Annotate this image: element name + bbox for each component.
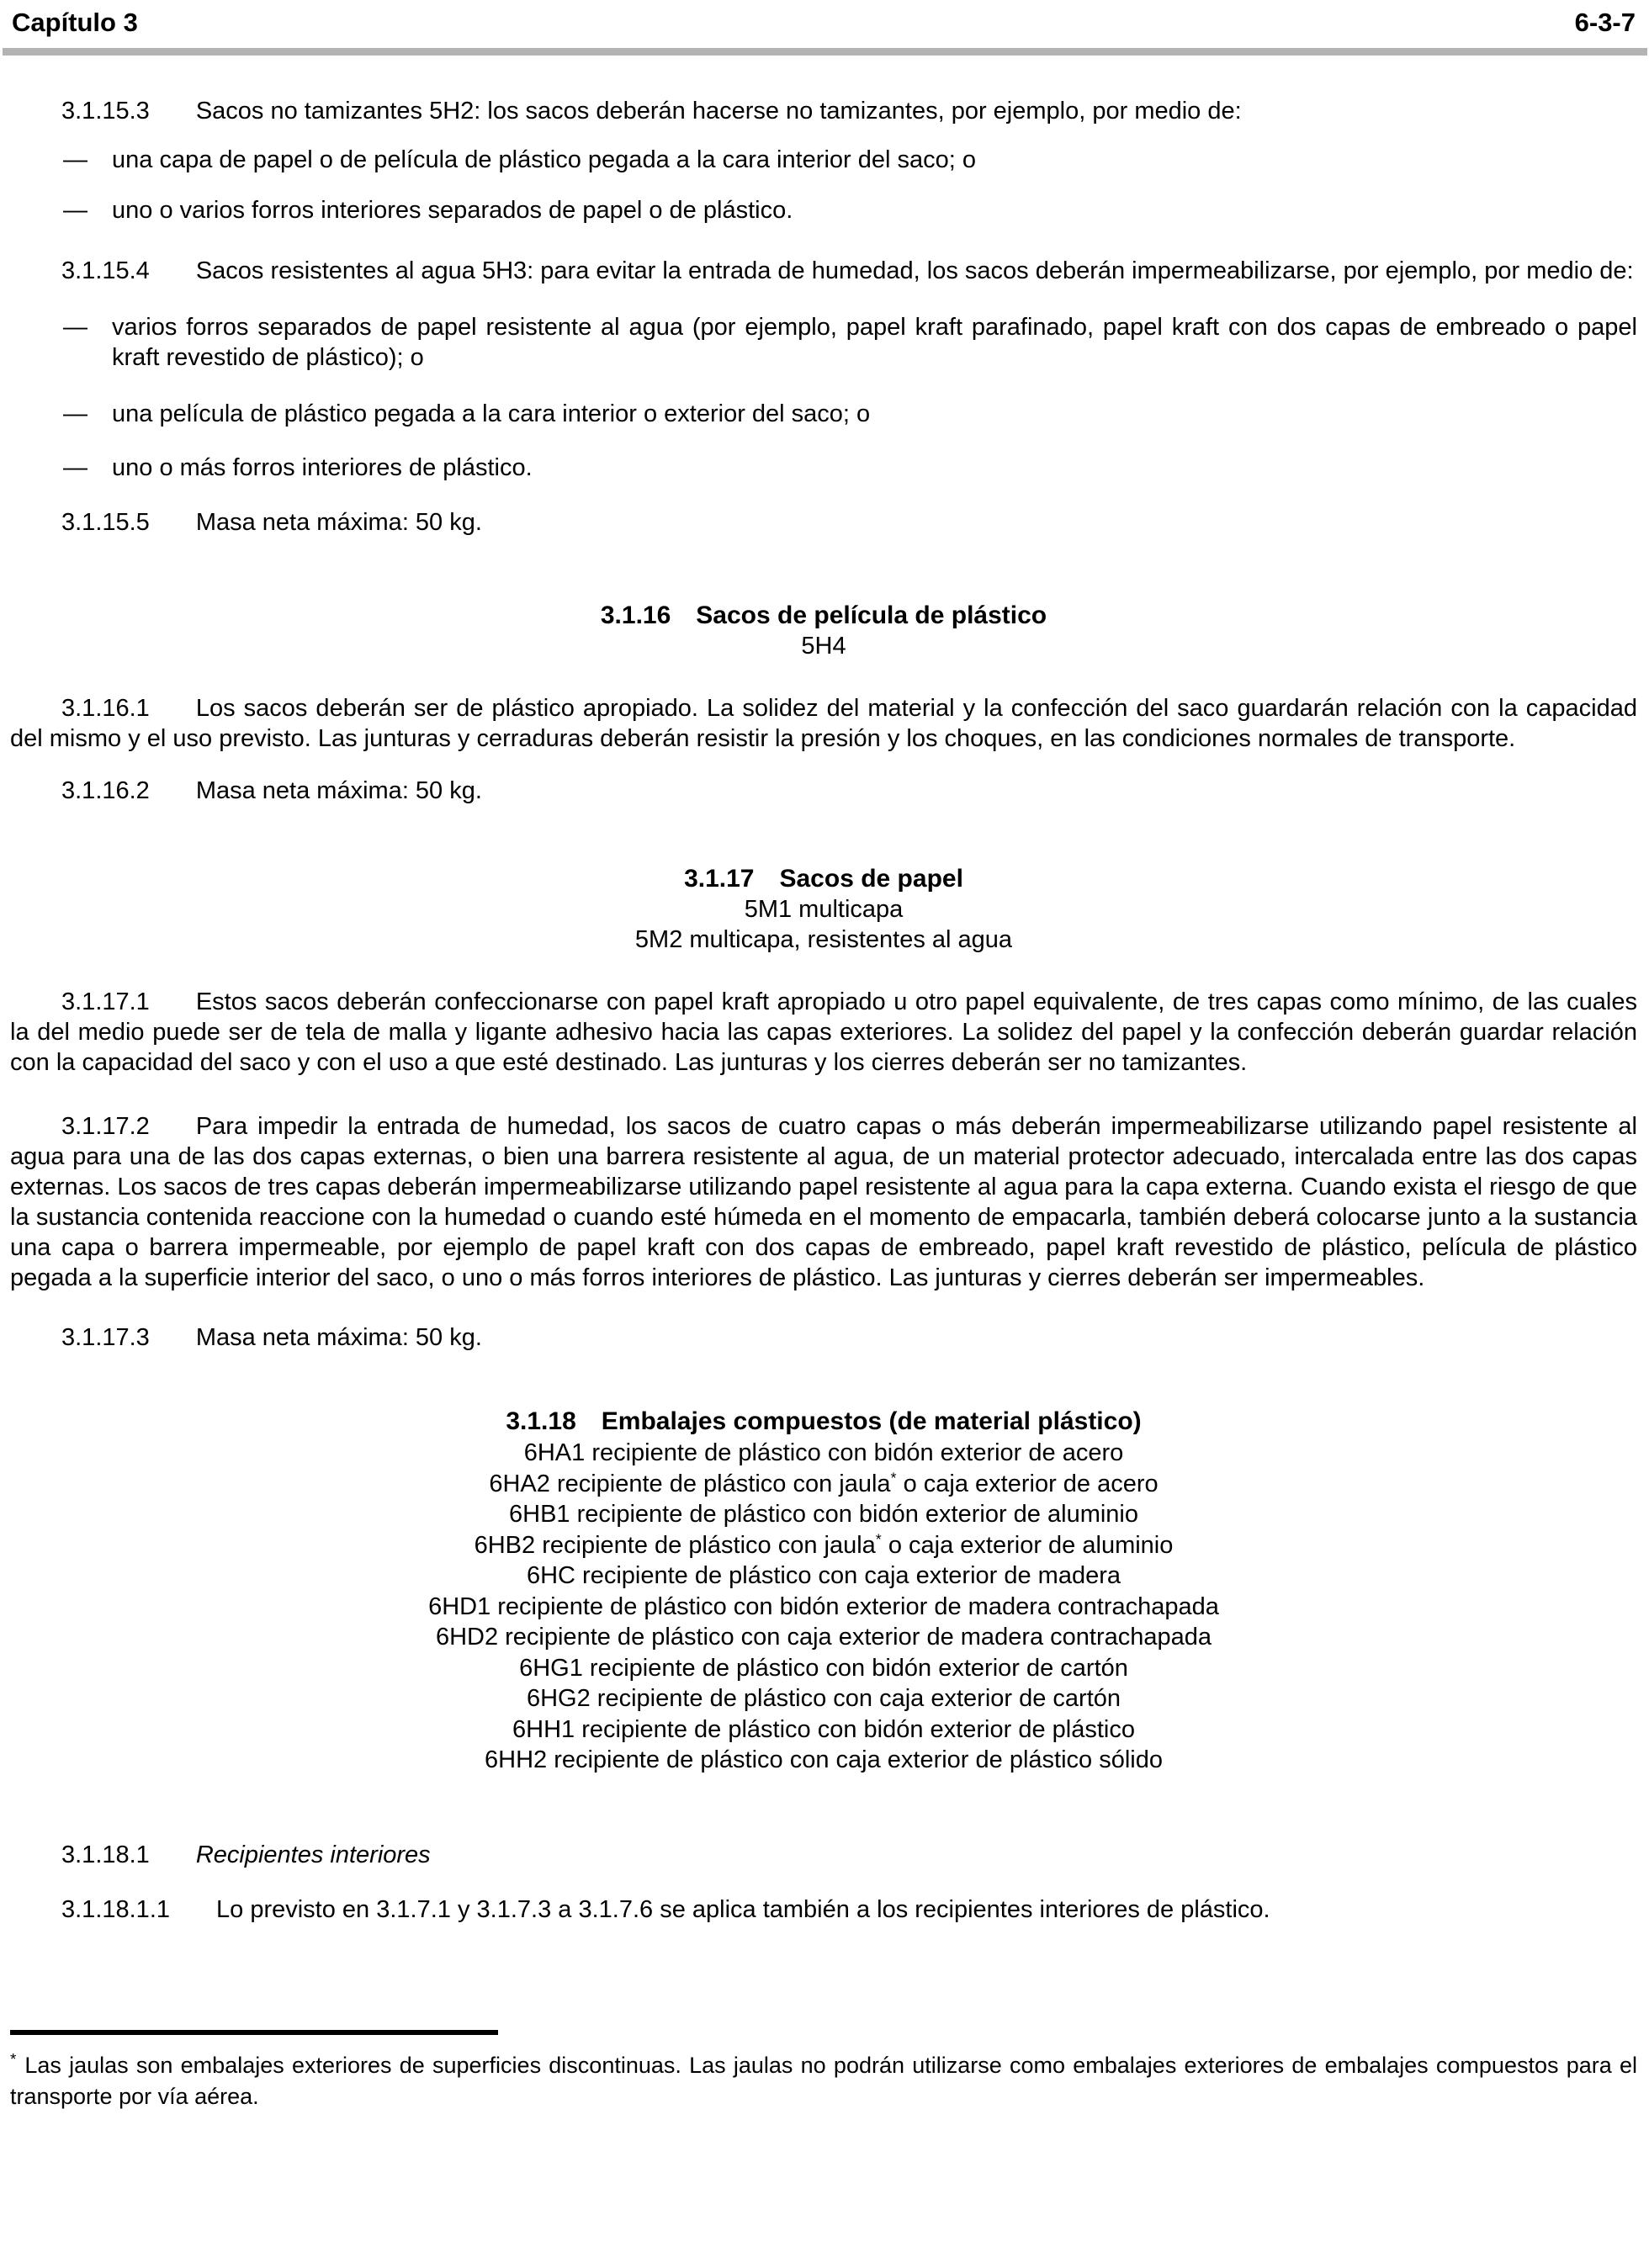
dash-item (63, 312, 1637, 373)
paragraph-text: Masa neta máxima: 50 kg. (195, 777, 482, 804)
packaging-code: 5M2 multicapa, resistentes al agua (634, 926, 1013, 953)
list-item-6hh1 (10, 1714, 1637, 1746)
paragraph-text: Masa neta máxima: 50 kg. (195, 1324, 482, 1351)
list-item-text: 6HC recipiente de plástico con caja exterior de madera (526, 1562, 1121, 1589)
section-number: 3.1.17.3 (61, 1324, 150, 1351)
page-content (0, 96, 1649, 2112)
dash-item (63, 145, 1637, 175)
dash-item-text: varios forros separados de papel resistente al agua (por ejemplo, papel kraft parafinado, papel kraft con dos capas de embreado o papel kraft revestido de plástico); o (112, 314, 1637, 371)
paragraph-3-1-15-5 (10, 507, 1637, 538)
heading-title: Sacos de película de plástico (696, 601, 1047, 629)
section-number: 3.1.16.1 (61, 695, 150, 722)
list-item-6ha2 (10, 1469, 1637, 1500)
page-number: 6-3-7 (1574, 8, 1636, 37)
dash-item (63, 399, 1637, 429)
paragraph-text: Masa neta máxima: 50 kg. (195, 509, 482, 536)
heading-title: Sacos de papel (779, 865, 963, 893)
list-item-text: o caja exterior de acero (896, 1470, 1159, 1497)
section-number: 3.1.16.2 (61, 777, 150, 804)
footnote-ref-asterisk: * (875, 1529, 882, 1547)
section-number: 3.1.15.4 (61, 257, 150, 284)
dash-marker: — (63, 400, 87, 427)
composite-packaging-list (10, 1438, 1637, 1776)
list-item-6hh2 (10, 1745, 1637, 1776)
paragraph-text: Sacos no tamizantes 5H2: los sacos deberán hacerse no tamizantes, por ejemplo, por medio de: (195, 98, 1242, 125)
list-item-6hb2 (10, 1530, 1637, 1561)
dash-item-text: una película de plástico pegada a la cara interior o exterior del saco; o (112, 400, 871, 427)
footnote-marker: * (10, 2050, 17, 2069)
header-rule (3, 48, 1647, 56)
list-item-text: 6HH2 recipiente de plástico con caja exterior de plástico sólido (485, 1746, 1163, 1773)
dash-item (63, 195, 1637, 225)
list-item-text: 6HH1 recipiente de plástico con bidón exterior de plástico (512, 1715, 1135, 1743)
paragraph-text: Los sacos deberán ser de plástico apropiado. La solidez del material y la confección del saco guardarán relación con la capacidad del mismo y el uso previsto. Las junturas y cerraduras deberán resistir la presión y los choques, en las condiciones normales de transporte. (10, 695, 1637, 752)
subsection-title: Recipientes interiores (195, 1841, 431, 1868)
chapter-title: Capítulo 3 (12, 8, 138, 37)
heading-title-line (10, 864, 1637, 894)
section-number: 3.1.15.3 (61, 98, 150, 125)
dash-item-text: uno o varios forros interiores separados de papel o de plástico. (112, 197, 793, 224)
list-item-text: o caja exterior de aluminio (881, 1531, 1174, 1559)
list-item-6hg1 (10, 1653, 1637, 1684)
list-item-text: 6HA2 recipiente de plástico con jaula (489, 1470, 891, 1497)
dash-marker: — (63, 454, 87, 481)
list-item-6hd1 (10, 1592, 1637, 1623)
heading-title-line (10, 601, 1637, 631)
paragraph-3-1-15-4 (10, 256, 1637, 286)
paragraph-3-1-15-3 (10, 96, 1637, 126)
footnote (10, 2050, 1637, 2112)
heading-3-1-18 (10, 1407, 1637, 1437)
section-number: 3.1.17 (684, 865, 755, 893)
heading-3-1-16 (10, 601, 1637, 661)
list-item-text: 6HA1 recipiente de plástico con bidón exterior de acero (523, 1439, 1124, 1466)
page-header (0, 0, 1649, 37)
list-item-6hc (10, 1561, 1637, 1592)
list-item-text: 6HD1 recipiente de plástico con bidón exterior de madera contrachapada (428, 1592, 1219, 1620)
list-item-6ha1 (10, 1438, 1637, 1469)
dash-marker: — (63, 146, 87, 173)
heading-title-line (10, 1407, 1637, 1437)
section-number: 3.1.16 (600, 601, 671, 629)
paragraph-text: Para impedir la entrada de humedad, los sacos de cuatro capas o más deberán impermeabilizarse utilizando papel resistente al agua para una de las dos capas externas, o bien una barrera resistente al agua, de un material protector adecuado, intercalada entre las dos capas externas. Los sacos de tres capas deberán impermeabilizarse utilizando papel resistente al agua para la capa externa. Cuando exista el riesgo de que la sustancia contenida reaccione con la humedad o cuando esté húmeda en el momento de empacarla, también deberá colocarse junto a la sustancia una capa o barrera impermeable, por ejemplo de papel kraft con dos capas de embreado, papel kraft revestido de plástico, película de plástico pegada a la superficie interior del saco, o uno o más forros interiores de plástico. Las junturas y cierres deberán ser impermeables. (10, 1113, 1637, 1291)
heading-3-1-17 (10, 864, 1637, 955)
section-number: 3.1.17.2 (61, 1113, 150, 1140)
footnote-text: Las jaulas son embalajes exteriores de superficies discontinuas. Las jaulas no podrán utilizarse como embalajes exteriores de embalajes compuestos para el transporte por vía aérea. (10, 2052, 1637, 2109)
paragraph-text: Lo previsto en 3.1.7.1 y 3.1.7.3 a 3.1.7.6 se aplica también a los recipientes interiores de plástico. (216, 1895, 1270, 1923)
section-number: 3.1.15.5 (61, 509, 150, 536)
dash-marker: — (63, 197, 87, 224)
paragraph-3-1-18-1 (10, 1840, 1637, 1870)
paragraph-3-1-17-2 (10, 1111, 1637, 1293)
list-item-text: 6HG1 recipiente de plástico con bidón exterior de cartón (519, 1654, 1128, 1682)
list-item-text: 6HD2 recipiente de plástico con caja exterior de madera contrachapada (435, 1624, 1212, 1651)
section-number: 3.1.17.1 (61, 988, 150, 1015)
list-item-6hg2 (10, 1683, 1637, 1714)
list-item-text: 6HB1 recipiente de plástico con bidón exterior de aluminio (509, 1501, 1138, 1528)
paragraph-3-1-18-1-1 (10, 1894, 1637, 1925)
list-item-6hd2 (10, 1622, 1637, 1653)
footnote-rule (10, 2030, 498, 2035)
paragraph-3-1-16-1 (10, 693, 1637, 754)
paragraph-3-1-17-1 (10, 987, 1637, 1078)
packaging-code: 5M1 multicapa (744, 896, 904, 923)
packaging-code: 5H4 (801, 633, 846, 660)
paragraph-text: Sacos resistentes al agua 5H3: para evitar la entrada de humedad, los sacos deberán impermeabilizarse, por ejemplo, por medio de: (195, 257, 1634, 284)
section-number: 3.1.18.1.1 (61, 1895, 170, 1923)
section-number: 3.1.18.1 (61, 1841, 150, 1868)
paragraph-3-1-16-2 (10, 776, 1637, 806)
dash-item (63, 453, 1637, 483)
list-item-6hb1 (10, 1499, 1637, 1530)
list-item-text: 6HG2 recipiente de plástico con caja exterior de cartón (526, 1685, 1121, 1712)
heading-title: Embalajes compuestos (de material plástico) (601, 1407, 1142, 1435)
paragraph-text: Estos sacos deberán confeccionarse con papel kraft apropiado u otro papel equivalente, de tres capas como mínimo, de las cuales la del medio puede ser de tela de malla y ligante adhesivo hacia las capas exteriores. La solidez del papel y la confección deberán guardar relación con la capacidad del saco y con el uso a que esté destinado. Las junturas y los cierres deberán ser no tamizantes. (10, 988, 1637, 1076)
dash-item-text: uno o más forros interiores de plástico. (112, 454, 533, 481)
dash-item-text: una capa de papel o de película de plástico pegada a la cara interior del saco; o (112, 146, 976, 173)
paragraph-3-1-17-3 (10, 1322, 1637, 1353)
section-number: 3.1.18 (506, 1407, 576, 1435)
footnote-ref-asterisk: * (890, 1468, 897, 1486)
list-item-text: 6HB2 recipiente de plástico con jaula (474, 1531, 876, 1559)
dash-marker: — (63, 314, 87, 341)
